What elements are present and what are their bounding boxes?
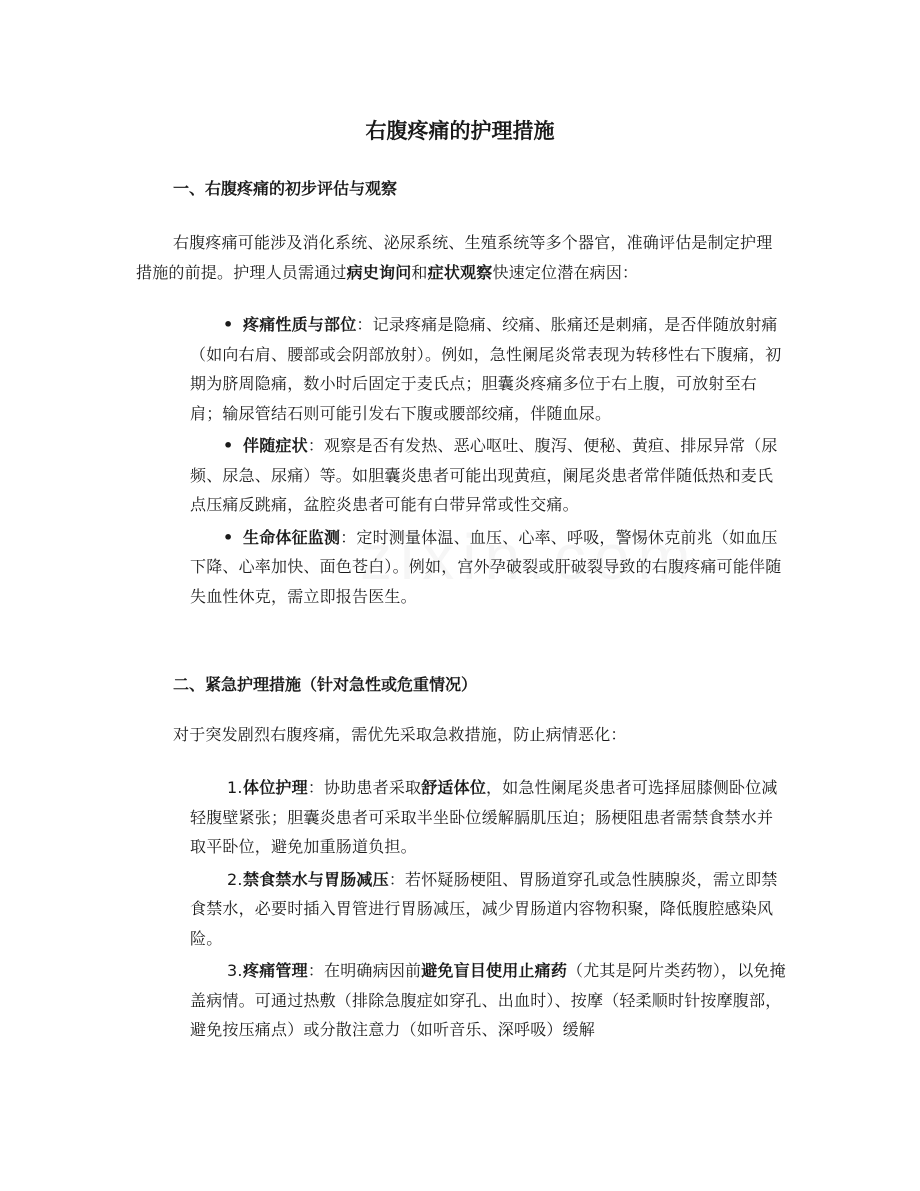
item-bold-label: 体位护理 <box>243 778 308 797</box>
item-bold-inline: 避免盲目使用止痛药 <box>421 961 568 980</box>
section-2-intro: 对于突发剧烈右腹疼痛，需优先采取急救措施，防止病情恶化： <box>173 725 627 744</box>
intro-text-c: 和 <box>411 262 428 282</box>
bullet-icon: • <box>223 527 234 547</box>
item-bold-label: 疼痛性质与部位 <box>243 315 357 334</box>
item-bold-inline: 舒适体位 <box>421 778 487 797</box>
bullet-icon: • <box>223 315 234 334</box>
section-1-heading: 一、右腹疼痛的初步评估与观察 <box>173 179 398 198</box>
item-body: ：在明确病因前 <box>307 961 422 980</box>
intro-bold-symptom: 症状观察 <box>427 262 493 282</box>
bullet-icon: • <box>223 436 234 455</box>
item-number: 3. <box>227 961 243 980</box>
intro-text-e: 快速定位潜在病因： <box>492 262 639 282</box>
section-2-heading: 二、紧急护理措施（针对急性或危重情况） <box>173 675 478 694</box>
intro-bold-history: 病史询问 <box>346 262 412 282</box>
item-body: ：观察是否有发热、恶心呕吐、腹泻、便秘、黄疸、排尿异常（尿频、尿急、尿痛）等。如胆囊炎患者可能出现黄疸，阑尾炎患者常伴随低热和麦氏点压痛反跳痛，盆腔炎患者可能有白带异常或性交痛。 <box>190 436 778 514</box>
item-body: ：定时测量体温、血压、心率、呼吸，警惕休克前兆（如血压下降、心率加快、面色苍白）。例如，宫外孕破裂或肝破裂导致的右腹疼痛可能伴随失血性休克，需立即报告医生。 <box>190 527 782 606</box>
intro-text-a: 右腹疼痛可能涉及消化系统、泌尿系统、生殖系统等多个器官，准确评估是制定护理措施的前提。护理人员需通过 <box>136 233 773 282</box>
item-number: 1. <box>227 778 243 797</box>
item-bold-label: 伴随症状 <box>243 436 308 455</box>
item-bold-label: 生命体征监测 <box>243 527 341 547</box>
item-body: ：记录疼痛是隐痛、绞痛、胀痛还是刺痛，是否伴随放射痛（如向右肩、腰部或会阴部放射）。例如，急性阑尾炎常表现为转移性右下腹痛，初期为脐周隐痛，数小时后固定于麦氏点；胆囊炎疼痛多位于右上腹，可放射至右肩；输尿管结石则可能引发右下腹或腰部绞痛，伴随血尿。 <box>190 315 782 423</box>
item-number: 2. <box>227 869 243 889</box>
item-bold-label: 疼痛管理 <box>243 961 308 980</box>
list-item <box>190 310 786 428</box>
list-item <box>190 956 786 1045</box>
document-title: 右腹疼痛的护理措施 <box>365 119 555 143</box>
list-item <box>190 431 786 520</box>
list-item <box>190 865 786 954</box>
item-body: ，如急性阑尾炎患者可选择屈膝侧卧位减轻腹壁紧张；胆囊炎患者可采取半坐卧位缓解膈肌压迫；肠梗阻患者需禁食禁水并取平卧位，避免加重肠道负担。 <box>190 778 778 856</box>
section-1-intro <box>136 228 786 287</box>
list-item <box>190 523 786 612</box>
item-body: ：协助患者采取 <box>307 778 422 797</box>
section-1-bullet-list <box>190 310 786 614</box>
item-body: （尤其是阿片类药物），以免掩盖病情。可通过热敷（排除急腹症如穿孔、出血时）、按摩（轻柔顺时针按摩腹部，避免按压痛点）或分散注意力（如听音乐、深呼吸）缓解 <box>190 961 786 1039</box>
section-2-numbered-list <box>190 773 786 1048</box>
item-bold-label: 禁食禁水与胃肠减压 <box>243 869 389 889</box>
list-item <box>190 773 786 862</box>
item-body: ：若怀疑肠梗阻、胃肠道穿孔或急性胰腺炎，需立即禁食禁水，必要时插入胃管进行胃肠减压，减少胃肠道内容物积聚，降低腹腔感染风险。 <box>190 869 778 948</box>
